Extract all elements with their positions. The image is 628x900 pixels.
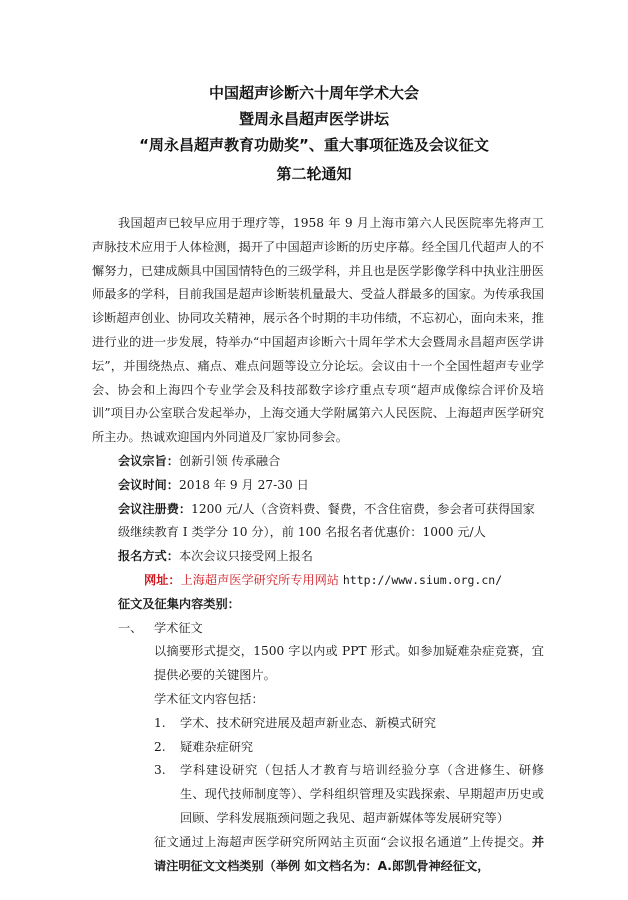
- reg-label: 报名方式：: [118, 549, 179, 564]
- list-item-text: 学科建设研究（包括人才教育与培训经验分享（含进修生、研修生、现代技师制度等）、学科组织管理及实践探索、早期超声历史或回顾、学科发展瓶颈问题之我见、超声新媒体等发展研究等）: [180, 763, 544, 825]
- fee-value: 1200 元/人（含资料费、餐费，不含住宿费，参会者可获得国家级继续教育 I 类学分 10 分），前 100 名报名者优惠价：1000 元/人: [118, 501, 535, 540]
- list-item-number: 3.: [154, 763, 166, 778]
- content-heading: 学术征文内容包括：: [154, 691, 264, 706]
- website-line: [92, 569, 544, 593]
- papers-item-1: [92, 617, 544, 641]
- web-value: 上海超声医学研究所专用网站: [180, 572, 339, 587]
- list-item-number: 2.: [154, 739, 166, 754]
- fee-label: 会议注册费：: [118, 501, 192, 516]
- document-body: [92, 212, 544, 878]
- item-1-description: 以摘要形式提交，1500 字以内或 PPT 形式。如参加疑难杂症竞赛，宜提供必要的关键图片。: [154, 644, 544, 683]
- intro-paragraph: 我国超声已较早应用于理疗等，1958 年 9 月上海市第六人民医院率先将声工声脉技术应用于人体检测，揭开了中国超声诊断的历史序幕。经全国几代超声人的不懈努力，已建成颇具中国国情特色的三级学科，并且也是医学影像学科中执业注册医师最多的学科，目前我国是超声诊断装机量最大、受益人群最多的国家。为传承我国诊断超声创业、协同攻关精神，展示各个时期的丰功伟绩，不忘初心，面向未来，推进行业的进一步发展，特举办“中国超声诊断六十周年学术大会暨周永昌超声医学讲坛”，并围绕热点、痛点、难点问题等设立分论坛。会议由十一个全国性超声专业学会、协会和上海四个专业学会及科技部数字诊疗重点专项“超声成像综合评价及培训”项目办公室联合发起举办，上海交通大学附属第六人民医院、上海超声医学研究所主办。热诚欢迎国内外同道及厂家协同参会。: [92, 216, 544, 445]
- conference-time: [92, 474, 544, 498]
- submission-text: 征文通过上海超声医学研究所网站主页面“会议报名通道”上传提交。: [154, 834, 532, 849]
- list-item: [92, 712, 544, 736]
- theme-label: 会议宗旨：: [118, 453, 179, 468]
- conference-theme: [92, 450, 544, 474]
- title-line-3: “周永昌超声教育功勋奖”、重大事项征选及会议征文: [139, 136, 489, 154]
- list-item-text: 学术、技术研究进展及超声新业态、新模式研究: [180, 715, 436, 730]
- list-item: [92, 759, 544, 830]
- list-item: [92, 736, 544, 760]
- web-label: 网址：: [144, 572, 181, 587]
- item-1-number: 一、: [118, 620, 143, 635]
- submission-bold-text: 并请注明征文文档类别（举例 如文档名为：A.郎凯骨神经征文，: [154, 834, 544, 873]
- time-label: 会议时间：: [118, 477, 179, 492]
- notice-title: 第二轮通知: [276, 165, 352, 183]
- title-line-2: 暨周永昌超声医学讲坛: [238, 110, 389, 128]
- list-item-text: 疑难杂症研究: [180, 739, 254, 754]
- registration-method: [92, 545, 544, 569]
- submission-note: [92, 831, 544, 879]
- papers-heading: 征文及征集内容类别：: [118, 596, 240, 611]
- website-link[interactable]: http://www.sium.org.cn/: [342, 572, 503, 587]
- reg-value: 本次会议只接受网上报名: [178, 549, 313, 564]
- theme-value: 创新引领 传承融合: [178, 453, 281, 468]
- document-title: [0, 80, 628, 158]
- item-1-title: 学术征文: [154, 620, 203, 635]
- registration-fee: [92, 498, 544, 546]
- list-item-number: 1.: [154, 715, 166, 730]
- title-line-1: 中国超声诊断六十周年学术大会: [208, 84, 419, 102]
- time-value: 2018 年 9 月 27-30 日: [178, 477, 309, 492]
